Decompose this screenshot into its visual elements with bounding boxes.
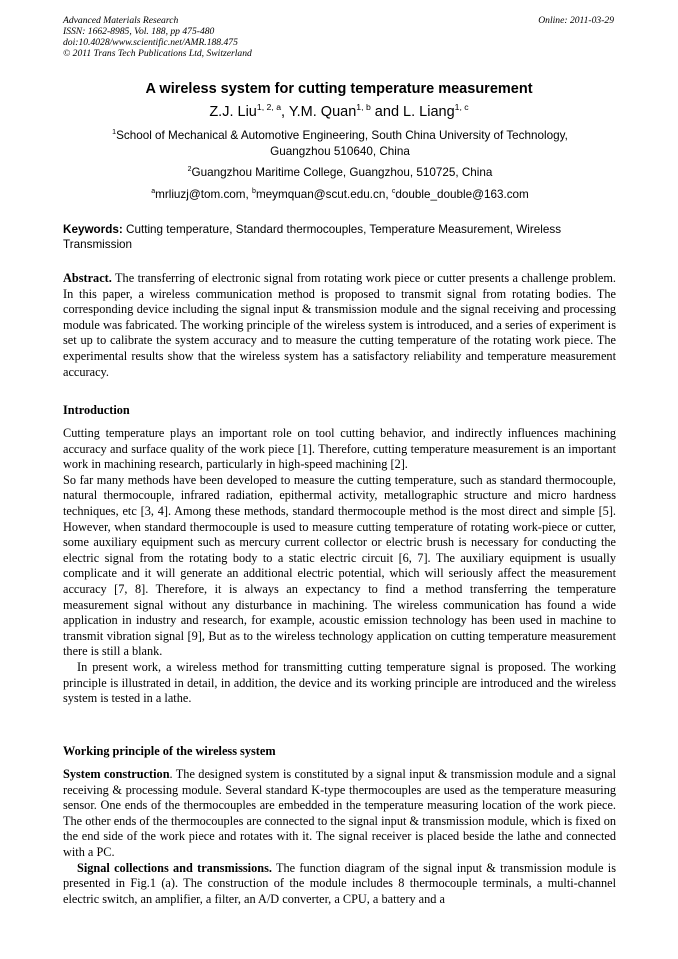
author-affiliation-marker: 1, c xyxy=(454,102,469,113)
paragraph: So far many methods have been developed to measure the cutting temperature, such as standard thermocouple, natural thermocouple, infrared radiation, epithermal activity, metallographic structure and micro hardness techniques, etc [3, 4]. Among these methods, standard thermocouple method is the most direct and simple [5]. However, when standard thermocouple is used to measure cutting temperature of rotating work-piece or cutter, some auxiliary equipment such as mercury current collector or electric brush is necessary for conducting the electric signal from the rotating body to a static electric circuit [6, 7]. The auxiliary equipment is usually complicate and it will generate an additional electric potential, which will seriously affect the measurement accuracy [7, 8]. Therefore, it is always an expectancy to find a method transferring the temperature measurement signal without any disturbance in machining. The wireless communication has found a wide application in industry and research, for example, acoustic emission technology has been used in machine to transmit vibration signal [9], But as to the wireless technology application on cutting temperature measurement there is still a blank. xyxy=(63,472,616,659)
author-separator: and xyxy=(370,104,404,120)
affiliation-text: Guangzhou Maritime College, Guangzhou, 510725, China xyxy=(191,166,493,179)
author-affiliation-marker: 1, 2, a xyxy=(256,102,282,113)
keywords-label: Keywords: xyxy=(63,223,123,236)
working-principle-body xyxy=(63,767,616,907)
introduction-body xyxy=(63,426,616,707)
email-line xyxy=(80,187,600,203)
abstract xyxy=(63,271,616,380)
keywords-text: Cutting temperature, Standard thermocouples, Temperature Measurement, Wireless Transmission xyxy=(63,223,562,251)
paragraph: Cutting temperature plays an important role on tool cutting behavior, and indirectly influences machining accuracy and surface quality of the work piece [1]. Therefore, cutting temperature measurement is an important work in machining research, particularly in high-speed machining [2]. xyxy=(63,426,616,472)
subsection-label: Signal collections and transmissions. xyxy=(77,860,272,875)
email-address: mrliuzj@tom.com, xyxy=(155,188,253,201)
affiliation-marker: 1 xyxy=(112,129,117,137)
email-marker: b xyxy=(252,188,256,196)
affiliation-text: School of Mechanical & Automotive Engineering, South China University of Technology, xyxy=(116,129,568,142)
section-heading-working-principle: Working principle of the wireless system xyxy=(63,744,276,758)
journal-doi: doi:10.4028/www.scientific.net/AMR.188.475 xyxy=(63,37,238,48)
subsection-label: System construction xyxy=(63,767,170,781)
journal-header xyxy=(63,15,623,59)
affiliation-marker: 2 xyxy=(187,166,192,174)
author-separator: , xyxy=(281,104,289,120)
keywords xyxy=(63,222,616,252)
abstract-text: The transferring of electronic signal from rotating work piece or cutter presents a challenge problem. In this paper, a wireless communication method is proposed to transmit signal from rotating bodies. The corresponding device including the signal input & transmission module and the signal receiving and processing module was fabricated. The working principle of the wireless system is introduced, and a series of experiment is set up to calibrate the system accuracy and to measure the cutting temperature of the rotating work piece. The experimental results show that the wireless system has a satisfactory reliability and temperature measurement accuracy. xyxy=(63,271,616,379)
paper-title: A wireless system for cutting temperature measurement xyxy=(145,81,533,97)
journal-copyright: © 2011 Trans Tech Publications Ltd, Switzerland xyxy=(63,48,252,59)
paragraph: The function diagram of the signal input & transmission module is presented in Fig.1 (a). The construction of the module includes 8 thermocouple terminals, a multi-channel electric switch, an amplifier, a filter, an A/D converter, a CPU, a battery and a xyxy=(63,860,616,906)
journal-name: Advanced Materials Research xyxy=(63,15,179,26)
email-address: double_double@163.com xyxy=(395,188,529,201)
author-name: Z.J. Liu xyxy=(209,104,257,120)
email-marker: c xyxy=(391,188,396,196)
author-name: Y.M. Quan xyxy=(288,104,357,120)
email-marker: a xyxy=(151,188,156,196)
paragraph: . The designed system is constituted by a signal input & transmission module and a signal receiving & processing module. Several standard K-type thermocouples are used as the temperature measuring sensor. One ends of the thermocouples are embedded in the temperature measuring location of the work piece. The other ends of the thermocouples are connected to the signal input & transmission module, which is fixed on the end side of the work piece and rotates with it. The signal receiver is placed beside the lathe and connected with a PC. xyxy=(63,767,616,859)
online-date: Online: 2011-03-29 xyxy=(538,15,614,26)
author-name: L. Liang xyxy=(403,104,455,120)
section-heading-introduction: Introduction xyxy=(63,403,130,417)
affiliation-text: Guangzhou 510640, China xyxy=(270,145,410,158)
abstract-label: Abstract. xyxy=(63,271,112,285)
affiliation-1 xyxy=(80,128,600,160)
journal-issn: ISSN: 1662-8985, Vol. 188, pp 475-480 xyxy=(63,26,215,37)
author-list xyxy=(0,104,678,120)
email-address: meymquan@scut.edu.cn, xyxy=(255,188,392,201)
author-affiliation-marker: 1, b xyxy=(356,102,371,113)
affiliation-2 xyxy=(80,165,600,181)
paragraph: In present work, a wireless method for transmitting cutting temperature signal is proposed. The working principle is illustrated in detail, in addition, the device and its working principle are introduced and the wireless system is tested in a lathe. xyxy=(63,659,616,706)
